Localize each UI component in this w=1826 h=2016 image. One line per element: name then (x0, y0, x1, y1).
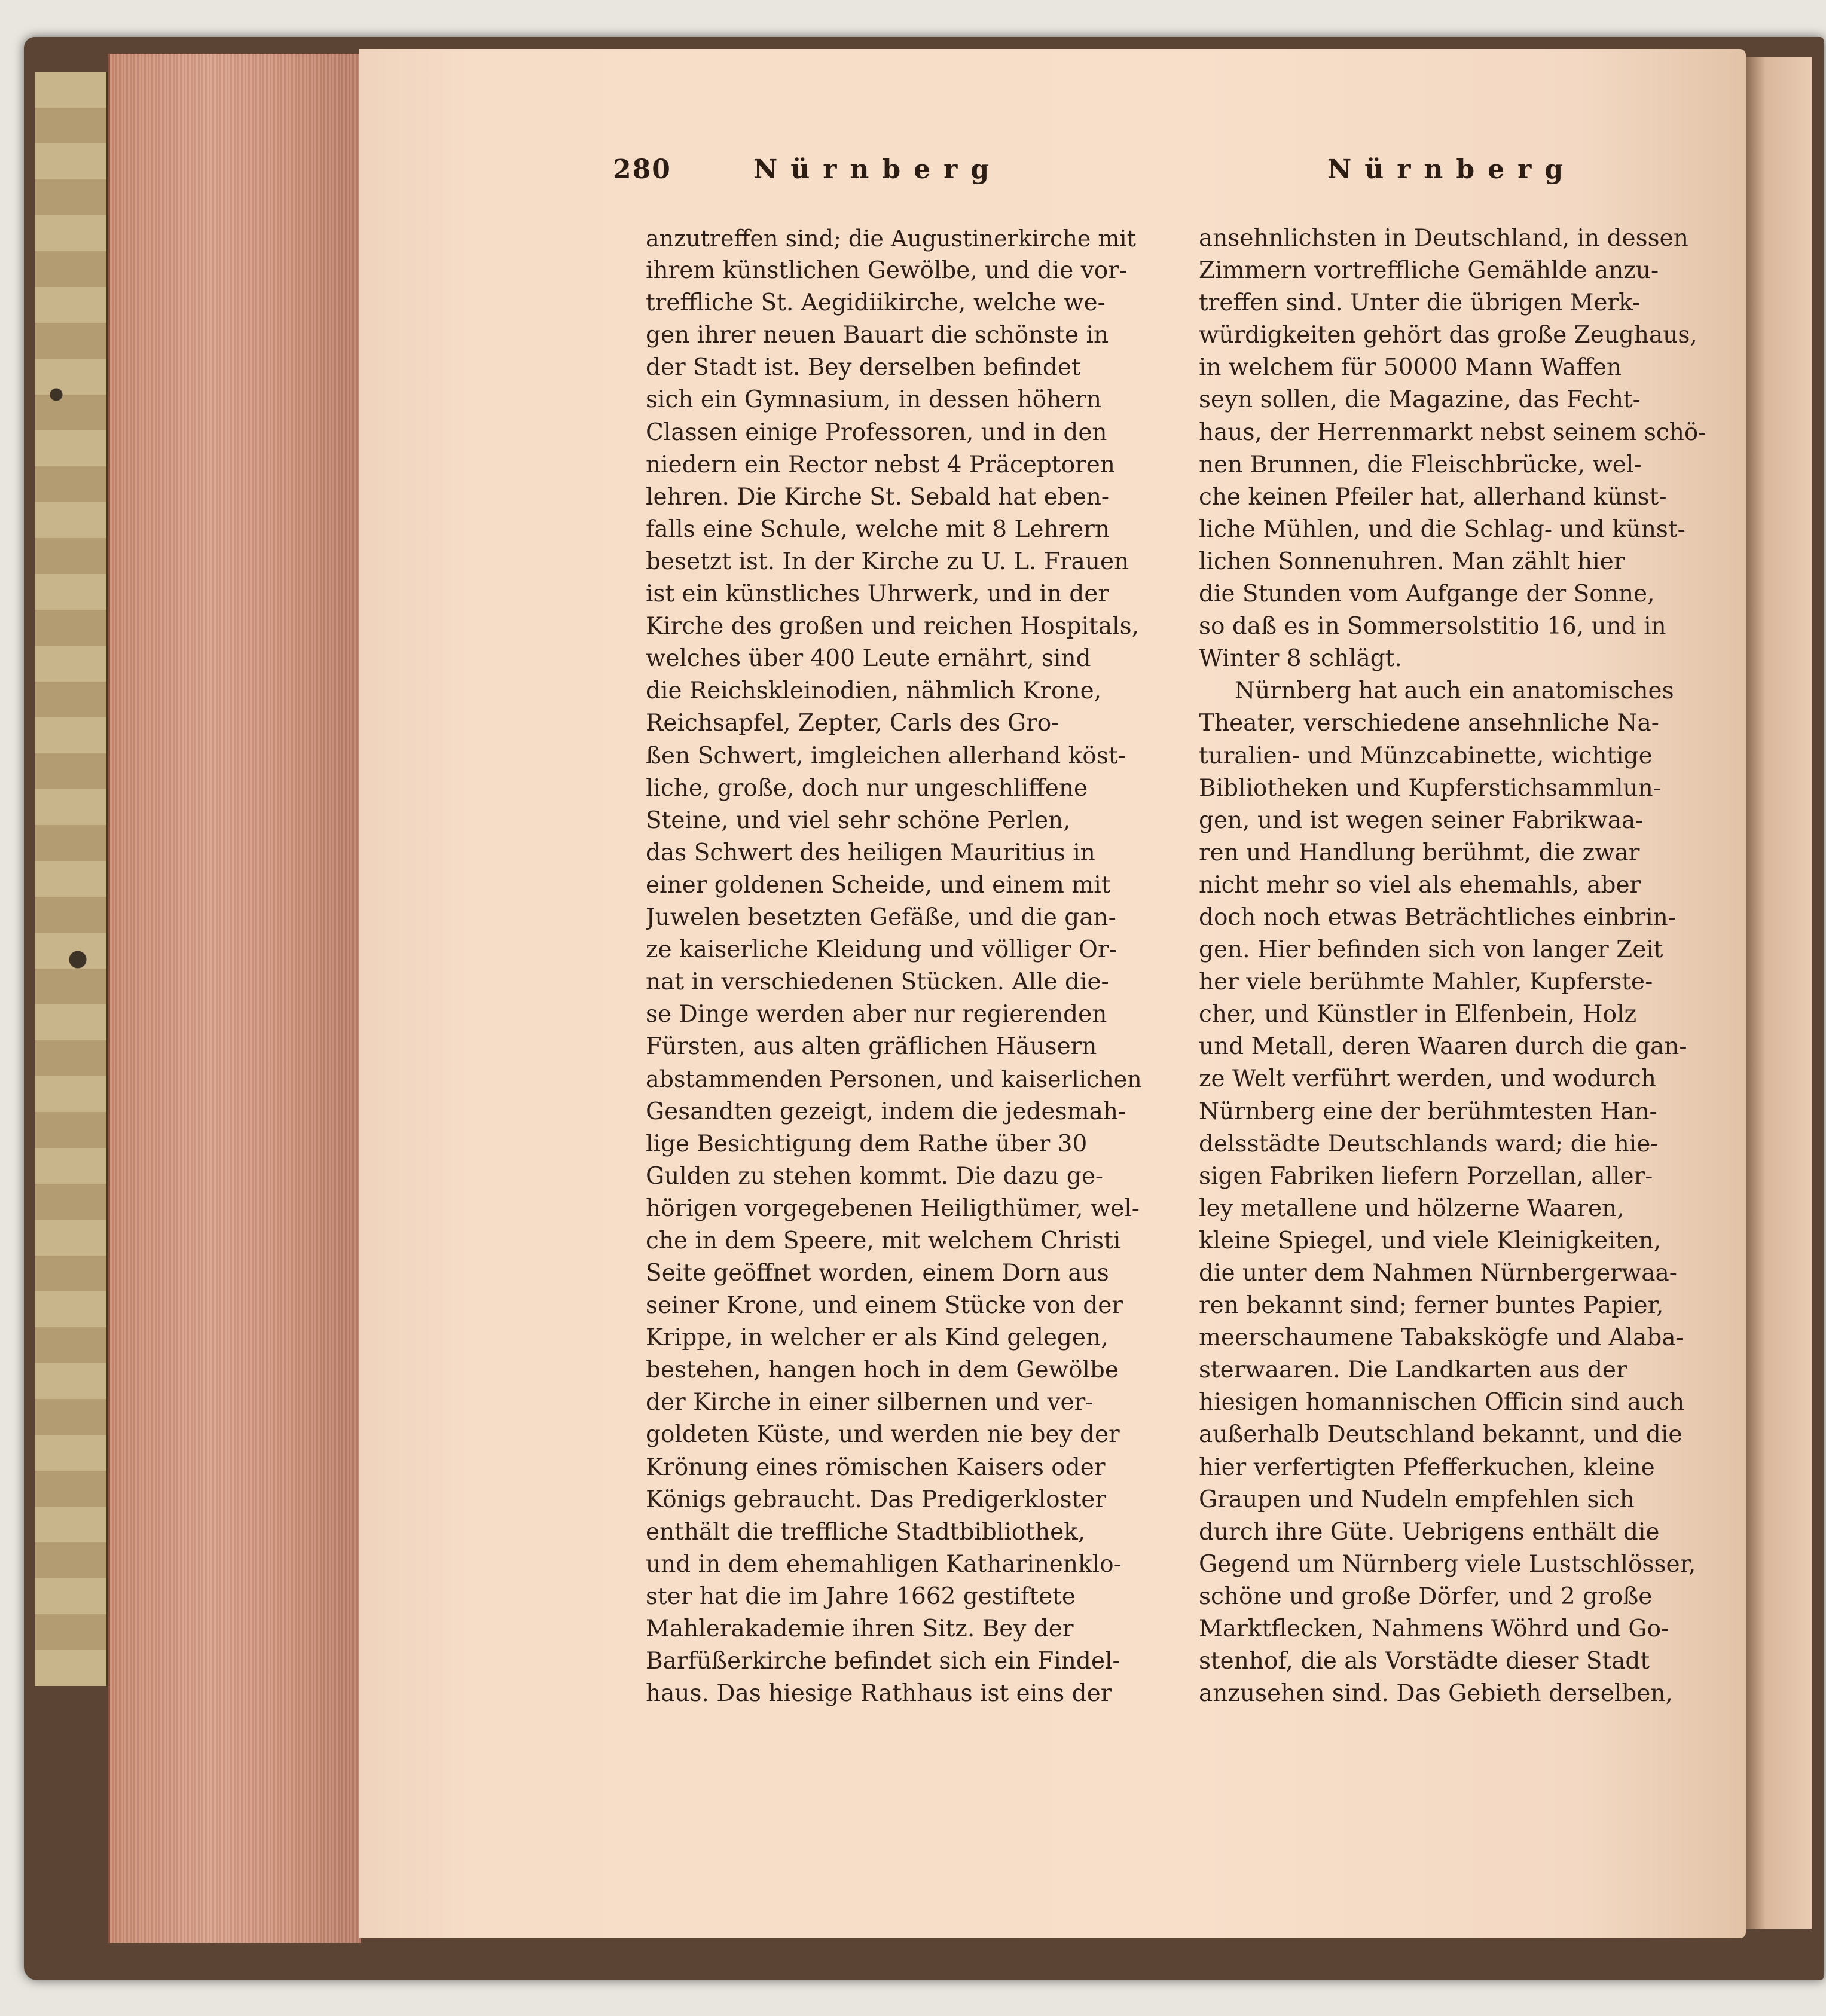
text-line: cher, und Künstler in Elfenbein, Holz (1199, 1001, 1637, 1028)
text-line: lehren. Die Kirche St. Sebald hat eben- (646, 483, 1110, 511)
text-line: seiner Krone, und einem Stücke von der (646, 1292, 1123, 1319)
text-line: Barfüßerkirche befindet sich ein Findel- (646, 1648, 1120, 1675)
text-line: Nürnberg hat auch ein anatomisches (1235, 677, 1674, 705)
text-line: Classen einige Professoren, und in den (646, 419, 1107, 446)
text-line: ansehnlichsten in Deutschland, in dessen (1199, 225, 1688, 252)
facing-page-edge (1746, 57, 1812, 1929)
text-line: ßen Schwert, imgleichen allerhand köst- (646, 742, 1126, 769)
text-line: so daß es in Sommersolstitio 16, und in (1199, 613, 1666, 640)
text-line: die Reichskleinodien, nähmlich Krone, (646, 677, 1102, 705)
text-line: Steine, und viel sehr schöne Perlen, (646, 807, 1071, 834)
text-line: lichen Sonnenuhren. Man zählt hier (1199, 548, 1625, 575)
text-line: hiesigen homannischen Officin sind auch (1199, 1389, 1685, 1416)
text-line: nicht mehr so viel als ehemahls, aber (1199, 871, 1641, 899)
text-line: Fürsten, aus alten gräflichen Häusern (646, 1033, 1097, 1061)
text-line: Nürnberg eine der berühmtesten Han- (1199, 1098, 1657, 1125)
text-line: sich ein Gymnasium, in dessen höhern (646, 386, 1102, 414)
text-line: würdigkeiten gehört das große Zeughaus, (1199, 322, 1697, 349)
text-line: nen Brunnen, die Fleischbrücke, wel- (1199, 451, 1642, 478)
text-line: haus. Das hiesige Rathhaus ist eins der (646, 1680, 1112, 1708)
text-line: goldeten Küste, und werden nie bey der (646, 1421, 1120, 1449)
text-line: ster hat die im Jahre 1662 gestiftete (646, 1583, 1076, 1610)
text-line: niedern ein Rector nebst 4 Präceptoren (646, 451, 1115, 478)
text-line: doch noch etwas Beträchtliches einbrin- (1199, 903, 1676, 931)
text-line: liche Mühlen, und die Schlag- und künst- (1199, 515, 1685, 543)
text-line: bestehen, hangen hoch in dem Gewölbe (646, 1357, 1119, 1384)
text-line: sterwaaren. Die Landkarten aus der (1199, 1357, 1627, 1384)
text-line: in welchem für 50000 Mann Waffen (1199, 354, 1622, 381)
text-line: Krönung eines römischen Kaisers oder (646, 1453, 1106, 1481)
text-line: ihrem künstlichen Gewölbe, und die vor- (646, 257, 1128, 285)
text-line: treffen sind. Unter die übrigen Merk- (1199, 289, 1641, 317)
text-line: Marktflecken, Nahmens Wöhrd und Go- (1199, 1615, 1669, 1643)
text-line: seyn sollen, die Magazine, das Fecht- (1199, 386, 1641, 414)
text-line: schöne und große Dörfer, und 2 große (1199, 1583, 1653, 1610)
text-line: Mahlerakademie ihren Sitz. Bey der (646, 1615, 1074, 1643)
text-line: Gegend um Nürnberg viele Lustschlösser, (1199, 1550, 1696, 1578)
text-line: hier verfertigten Pfefferkuchen, kleine (1199, 1453, 1655, 1481)
text-line: sigen Fabriken liefern Porzellan, aller- (1199, 1162, 1653, 1190)
text-line: besetzt ist. In der Kirche zu U. L. Frauen (646, 548, 1129, 575)
text-line: Krippe, in welcher er als Kind gelegen, (646, 1324, 1109, 1352)
text-line: durch ihre Güte. Uebrigens enthält die (1199, 1518, 1660, 1545)
text-line: kleine Spiegel, und viele Kleinigkeiten, (1199, 1227, 1662, 1254)
text-line: Theater, verschiedene ansehnliche Na- (1199, 710, 1659, 737)
text-line: Reichsapfel, Zepter, Carls des Gro- (646, 710, 1059, 737)
text-line: das Schwert des heiligen Mauritius in (646, 839, 1095, 866)
text-line: lige Besichtigung dem Rathe über 30 (646, 1130, 1088, 1157)
text-line: delsstädte Deutschlands ward; die hie- (1199, 1130, 1659, 1157)
page-number: 280 (613, 154, 671, 185)
text-line: gen. Hier befinden sich von langer Zeit (1199, 936, 1663, 964)
text-line: ze Welt verführt werden, und wodurch (1199, 1065, 1656, 1093)
marbled-cover (35, 72, 110, 1686)
page-edge-stack (108, 54, 361, 1943)
text-line: und in dem ehemahligen Katharinenklo- (646, 1550, 1122, 1578)
text-line: Kirche des großen und reichen Hospitals, (646, 613, 1139, 640)
text-line: hörigen vorgegebenen Heiligthümer, wel- (646, 1195, 1140, 1222)
text-line: die Stunden vom Aufgange der Sonne, (1199, 581, 1655, 608)
text-line: meerschaumene Tabakskögfe und Alaba- (1199, 1324, 1684, 1352)
text-line: falls eine Schule, welche mit 8 Lehrern (646, 515, 1110, 543)
text-line: ley metallene und hölzerne Waaren, (1199, 1195, 1625, 1222)
text-line: Graupen und Nudeln empfehlen sich (1199, 1486, 1635, 1513)
text-line: außerhalb Deutschland bekannt, und die (1199, 1421, 1683, 1449)
text-line: Zimmern vortreffliche Gemählde anzu- (1199, 257, 1659, 285)
text-line: Gulden zu stehen kommt. Die dazu ge- (646, 1162, 1104, 1190)
text-column-right (1199, 222, 1707, 1710)
text-line: ren bekannt sind; ferner buntes Papier, (1199, 1292, 1664, 1319)
text-line: anzutreffen sind; die Augustinerkirche mit (646, 225, 1136, 252)
text-line: der Stadt ist. Bey derselben befindet (646, 354, 1081, 381)
text-line: se Dinge werden aber nur regierenden (646, 1001, 1107, 1028)
text-line: Bibliotheken und Kupferstichsammlun- (1199, 774, 1661, 802)
text-line: gen ihrer neuen Bauart die schönste in (646, 322, 1109, 349)
text-line: che keinen Pfeiler hat, allerhand künst- (1199, 483, 1667, 511)
text-line: Winter 8 schlägt. (1199, 645, 1402, 673)
text-line: Seite geöffnet worden, einem Dorn aus (646, 1260, 1109, 1287)
text-line: und Metall, deren Waaren durch die gan- (1199, 1033, 1687, 1061)
text-line: abstammenden Personen, und kaiserlichen (646, 1066, 1142, 1093)
text-line: Gesandten gezeigt, indem die jedesmah- (646, 1098, 1126, 1125)
text-line: einer goldenen Scheide, und einem mit (646, 871, 1111, 899)
text-line: stenhof, die als Vorstädte dieser Stadt (1199, 1648, 1650, 1675)
text-line: anzusehen sind. Das Gebieth derselben, (1199, 1680, 1673, 1708)
text-line: der Kirche in einer silbernen und ver- (646, 1389, 1094, 1416)
text-line: ren und Handlung berühmt, die zwar (1199, 839, 1640, 866)
text-line: welches über 400 Leute ernährt, sind (646, 645, 1091, 673)
text-line: Juwelen besetzten Gefäße, und die gan- (646, 903, 1116, 931)
text-line: turalien- und Münzcabinette, wichtige (1199, 742, 1653, 769)
running-head-right: Nürnberg (1327, 154, 1577, 185)
text-line: enthält die treffliche Stadtbibliothek, (646, 1518, 1086, 1545)
running-head-left: Nürnberg (753, 154, 1003, 185)
text-line: haus, der Herrenmarkt nebst seinem schö- (1199, 419, 1706, 446)
text-line: treffliche St. Aegidiikirche, welche we- (646, 289, 1106, 317)
text-line: che in dem Speere, mit welchem Christi (646, 1227, 1121, 1254)
text-line: gen, und ist wegen seiner Fabrikwaa- (1199, 807, 1644, 834)
text-line: die unter dem Nahmen Nürnbergerwaa- (1199, 1260, 1677, 1287)
text-line: Königs gebraucht. Das Predigerkloster (646, 1486, 1107, 1513)
text-line: liche, große, doch nur ungeschliffene (646, 774, 1088, 802)
text-line: her viele berühmte Mahler, Kupferste- (1199, 969, 1653, 996)
text-column-left (646, 222, 1148, 1710)
text-line: ist ein künstliches Uhrwerk, und in der (646, 581, 1110, 608)
text-line: nat in verschiedenen Stücken. Alle die- (646, 969, 1109, 996)
text-line: ze kaiserliche Kleidung und völliger Or- (646, 936, 1117, 964)
